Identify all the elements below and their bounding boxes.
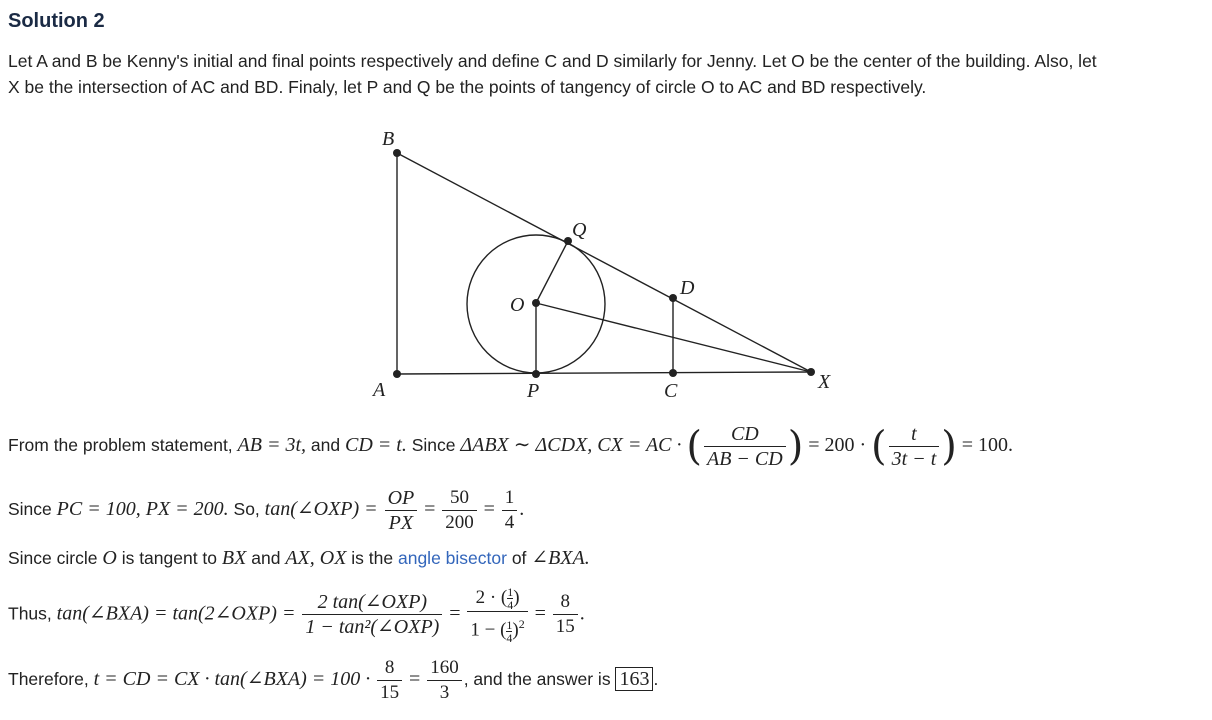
label-B: B bbox=[382, 128, 395, 150]
frac-num: 8 bbox=[560, 591, 571, 613]
fraction-1-4 bbox=[502, 486, 518, 535]
frac-num: 1 bbox=[504, 487, 515, 508]
text-answer-is: , and the answer is bbox=[463, 669, 611, 690]
fraction-50-200 bbox=[442, 486, 477, 535]
math-cd: CD = t. bbox=[345, 434, 407, 457]
frac-den: 4 bbox=[502, 510, 518, 535]
text-since-circle: Since circle bbox=[8, 548, 98, 568]
frac-num: CD bbox=[730, 423, 759, 445]
frac-den: 1 − tan²(∠OXP) bbox=[302, 614, 442, 639]
text-is-the: is the bbox=[351, 548, 394, 568]
math-tan-double: tan(∠BXA) = tan(2∠OXP) = bbox=[56, 602, 296, 625]
tangent-line: Since PC = 100, PX = 200. So, tan(∠OXP) = $\frac{OP}{PX}$ = $\frac{50}{200}$ = $\frac{1}{4}$ . bbox=[8, 487, 525, 534]
frac-den: 15 bbox=[553, 614, 578, 639]
paren-open: ( bbox=[686, 423, 702, 470]
segment-OQ bbox=[536, 241, 568, 303]
math-bx: BX bbox=[221, 547, 247, 569]
paren-close: ) bbox=[787, 423, 804, 470]
frac-den: 15 bbox=[377, 680, 402, 705]
frac-num: 8 bbox=[384, 657, 395, 678]
frac-den: 200 bbox=[442, 510, 477, 535]
math-o: O bbox=[102, 547, 117, 569]
point-X bbox=[807, 368, 815, 376]
fraction-double-angle bbox=[302, 590, 442, 639]
equals: = bbox=[534, 602, 546, 625]
label-Q: Q bbox=[572, 219, 587, 241]
math-ab: AB = 3t, bbox=[237, 434, 307, 457]
text-and: and bbox=[251, 548, 281, 568]
frac-num: OP bbox=[387, 487, 415, 509]
point-B bbox=[393, 149, 401, 157]
fraction-8-15 bbox=[553, 590, 578, 639]
fraction-t-over-2t bbox=[889, 422, 940, 471]
math-t-value: t = CD = CX · tan(∠BXA) = 100 · bbox=[93, 668, 371, 691]
label-P: P bbox=[527, 380, 540, 402]
double-angle-line: Thus, tan(∠BXA) = tan(2∠OXP) = $\frac{\text{2 tan(∠OXP)}}{\text{1 − tan²(∠OXP)}}$ = 2 · ( $\frac{1}{4}$ ) 1 − ( $\frac{1}{4}$ )$^2$ = $\frac{8}{15}$ . bbox=[8, 585, 585, 645]
conclusion-line: Therefore, t = CD = CX · tan(∠BXA) = 100 · $\frac{8}{15}$ = $\frac{160}{3}$ , and the answer is 163 . bbox=[8, 657, 659, 703]
point-P bbox=[532, 370, 540, 378]
point-C bbox=[669, 369, 677, 377]
small-fraction: $\frac{1}{4}$ bbox=[506, 617, 513, 645]
label-X: X bbox=[818, 371, 831, 393]
text-since: Since bbox=[8, 499, 52, 520]
math-tan-oxp: tan(∠OXP) = bbox=[264, 498, 378, 521]
label-A: A bbox=[373, 379, 386, 401]
frac-num: 160 bbox=[430, 657, 459, 678]
equals: = bbox=[409, 668, 421, 691]
small-fraction: $\frac{1}{4}$ bbox=[507, 585, 514, 613]
segment-BX bbox=[397, 153, 811, 372]
angle-bisector-link[interactable]: angle bisector bbox=[397, 548, 507, 568]
point-A bbox=[393, 370, 401, 378]
fraction-cd-over-diff bbox=[704, 422, 786, 471]
text-so: So, bbox=[233, 499, 260, 520]
text-tangent: is tangent to bbox=[121, 548, 218, 568]
label-O: O bbox=[510, 294, 525, 316]
intro-line-2: X be the intersection of AC and BD. Finaly, let P and Q be the points of tangency of circle O to AC and BD respectively. bbox=[8, 77, 927, 97]
text-of: of bbox=[511, 548, 527, 568]
text-since: Since bbox=[411, 435, 456, 456]
text-problem: From the problem statement, bbox=[8, 435, 233, 456]
frac-num: t bbox=[911, 423, 917, 445]
bisector-line bbox=[8, 545, 590, 571]
math-100: = 100. bbox=[961, 434, 1014, 457]
segment-AX bbox=[397, 372, 811, 374]
math-pc-px: PC = 100, PX = 200. bbox=[56, 498, 229, 521]
fraction-160-3 bbox=[427, 656, 462, 705]
frac-num: 50 bbox=[450, 487, 470, 508]
frac-den: 3t − t bbox=[889, 446, 940, 471]
math-200: = 200 · bbox=[808, 434, 867, 457]
paren-open: ( bbox=[871, 423, 887, 470]
frac-num: 2 tan(∠OXP) bbox=[317, 591, 428, 614]
text-and: and bbox=[310, 435, 341, 456]
text-therefore: Therefore, bbox=[8, 669, 89, 690]
math-bxa: ∠BXA. bbox=[531, 547, 590, 569]
text-thus: Thus, bbox=[8, 603, 52, 624]
math-ax-ox: AX, OX bbox=[285, 547, 347, 569]
similarity-line bbox=[8, 422, 1013, 471]
frac-den: AB − CD bbox=[704, 446, 786, 471]
point-D bbox=[669, 294, 677, 302]
frac-den-prefix: 1 − bbox=[470, 619, 496, 641]
paren-close: ) bbox=[941, 423, 957, 470]
equals: = bbox=[424, 498, 436, 521]
intro-line-1: Let A and B be Kenny's initial and final points respectively and define C and D similarly for Jenny. Let O be the center of the building. Also, let bbox=[8, 51, 1097, 71]
equals: = bbox=[449, 602, 461, 625]
point-O bbox=[532, 299, 540, 307]
equals: = bbox=[483, 498, 495, 521]
frac-den: PX bbox=[385, 510, 418, 535]
frac-num-prefix: 2 · bbox=[475, 587, 497, 608]
fraction-substituted: 2 · ( $\frac{1}{4}$ ) 1 − ( $\frac{1}{4}$ )$^2$ bbox=[467, 586, 527, 644]
label-C: C bbox=[664, 380, 678, 402]
final-answer-box: 163 bbox=[615, 667, 653, 691]
fraction-op-px bbox=[385, 486, 418, 535]
frac-den: 3 bbox=[427, 680, 462, 705]
math-similar: ΔABX ∼ ΔCDX, CX = AC · bbox=[460, 434, 682, 457]
fraction-8-15 bbox=[377, 656, 402, 705]
point-Q bbox=[564, 237, 572, 245]
label-D: D bbox=[680, 277, 695, 299]
solution-heading: Solution 2 bbox=[8, 10, 105, 32]
